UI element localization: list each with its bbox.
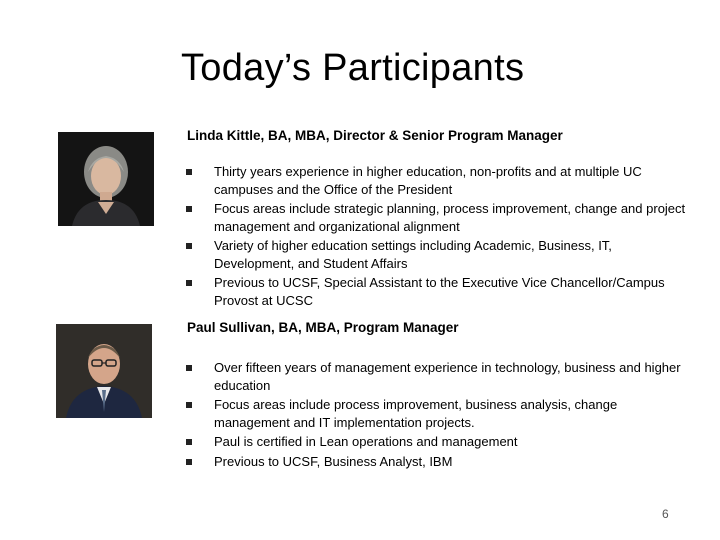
bullet-item: Thirty years experience in higher education, non-profits and at multiple UC campuses and the Office of the President [186, 163, 691, 198]
bullet-square-icon [186, 280, 192, 286]
bullet-square-icon [186, 169, 192, 175]
participant-bullet-list [186, 163, 691, 311]
bullet-item: Paul is certified in Lean operations and management [186, 433, 691, 451]
bullet-square-icon [186, 206, 192, 212]
participant-photo-paul [56, 324, 152, 418]
portrait-man-icon [56, 324, 152, 418]
portrait-woman-icon [58, 132, 154, 226]
bullet-square-icon [186, 365, 192, 371]
page-number: 6 [662, 507, 669, 521]
participant-name: Linda Kittle, BA, MBA, Director & Senior Program Manager [187, 128, 563, 143]
bullet-item: Previous to UCSF, Business Analyst, IBM [186, 453, 691, 471]
bullet-item: Variety of higher education settings including Academic, Business, IT, Development, and Student Affairs [186, 237, 691, 272]
slide-title: Today’s Participants [181, 47, 525, 89]
bullet-item: Over fifteen years of management experience in technology, business and higher education [186, 359, 691, 394]
bullet-item: Focus areas include process improvement, business analysis, change management and IT implementation projects. [186, 396, 691, 431]
participant-photo-linda [58, 132, 154, 226]
bullet-item: Previous to UCSF, Special Assistant to the Executive Vice Chancellor/Campus Provost at UCSC [186, 274, 691, 309]
participant-bullet-list [186, 359, 691, 472]
bullet-square-icon [186, 459, 192, 465]
participant-name: Paul Sullivan, BA, MBA, Program Manager [187, 320, 459, 335]
bullet-item: Focus areas include strategic planning, process improvement, change and project management and organizational alignment [186, 200, 691, 235]
bullet-square-icon [186, 439, 192, 445]
bullet-square-icon [186, 402, 192, 408]
bullet-square-icon [186, 243, 192, 249]
